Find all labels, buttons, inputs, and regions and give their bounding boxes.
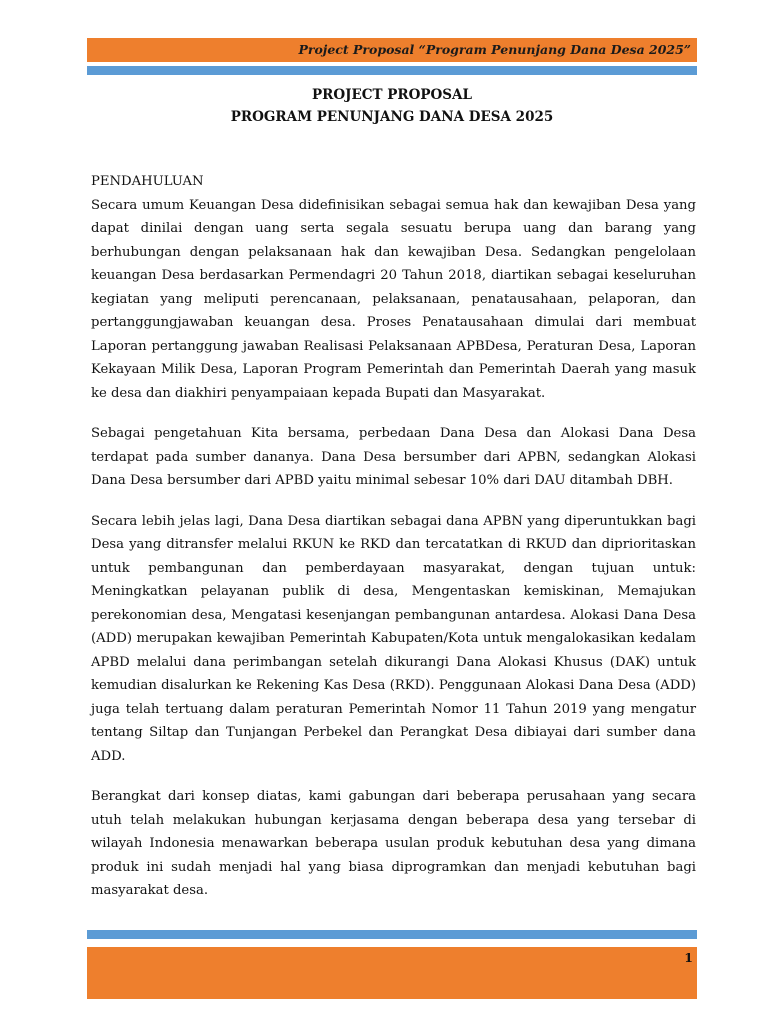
footer-band (87, 947, 697, 999)
paragraph: Berangkat dari konsep diatas, kami gabungan dari beberapa perusahaan yang secara utuh telah melakukan hubungan kerjasama dengan beberapa desa yang tersebar di wilayah Indonesia menawarkan beberapa usulan produk kebutuhan desa yang dimana produk ini sudah menjadi hal yang biasa diprogramkan dan menjadi kebutuhan bagi masyarakat desa. (91, 789, 696, 898)
paragraph: Sebagai pengetahuan Kita bersama, perbedaan Dana Desa dan Alokasi Dana Desa terdapat pada sumber dananya. Dana Desa bersumber dari APBN, sedangkan Alokasi Dana Desa bersumber dari APBD yaitu minimal sebesar 10% dari DAU ditambah DBH. (91, 426, 696, 488)
title-line-2: PROGRAM PENUNJANG DANA DESA 2025 (230, 109, 554, 125)
header-band (87, 38, 697, 62)
title-line-1: PROJECT PROPOSAL (311, 87, 473, 103)
running-header-title: Project Proposal “Program Penunjang Dana Desa 2025” (298, 42, 691, 57)
footer-blue-stripe (87, 930, 697, 939)
paragraph: Secara lebih jelas lagi, Dana Desa diartikan sebagai dana APBN yang diperuntukkan bagi Desa yang ditransfer melalui RKUN ke RKD dan tercatatkan di RKUD dan diprioritaskan untuk pembangunan dan pemberdayaan masyarakat, dengan tujuan untuk: Meningkatkan pelayanan publik di desa, Mengentaskan kemiskinan, Memajukan perekonomian desa, Mengatasi kesenjangan pembangunan antardesa. Alokasi Dana Desa (ADD) merupakan kewajiban Pemerintah Kabupaten/Kota untuk mengalokasikan kedalam APBD melalui dana perimbangan setelah dikurangi Dana Alokasi Khusus (DAK) untuk kemudian disalurkan ke Rekening Kas Desa (RKD). Penggunaan Alokasi Dana Desa (ADD) juga telah tertuang dalam peraturan Pemerintah Nomor 11 Tahun 2019 yang mengatur tentang Siltap dan Tunjangan Perbekel dan Perangkat Desa dibiayai dari sumber dana ADD. (91, 513, 696, 764)
document-title (87, 84, 697, 128)
header-blue-stripe (87, 66, 697, 75)
paragraph: Secara umum Keuangan Desa didefinisikan sebagai semua hak dan kewajiban Desa yang dapat dinilai dengan uang serta segala sesuatu berupa uang dan barang yang berhubungan dengan pelaksanaan hak dan kewajiban Desa. Sedangkan pengelolaan keuangan Desa berdasarkan Permendagri 20 Tahun 2018, diartikan sebagai keseluruhan kegiatan yang meliputi perencanaan, pelaksanaan, penatausahaan, pelaporan, dan pertanggungjawaban keuangan desa. Proses Penatausahaan dimulai dari membuat Laporan pertanggung jawaban Realisasi Pelaksanaan APBDesa, Peraturan Desa, Laporan Kekayaan Milik Desa, Laporan Program Pemerintah dan Pemerintah Daerah yang masuk ke desa dan diakhiri penyampaiaan kepada Bupati dan Masyarakat. (91, 197, 696, 401)
document-body (91, 170, 696, 920)
page-number: 1 (684, 950, 693, 965)
section-heading: PENDAHULUAN (91, 174, 204, 189)
